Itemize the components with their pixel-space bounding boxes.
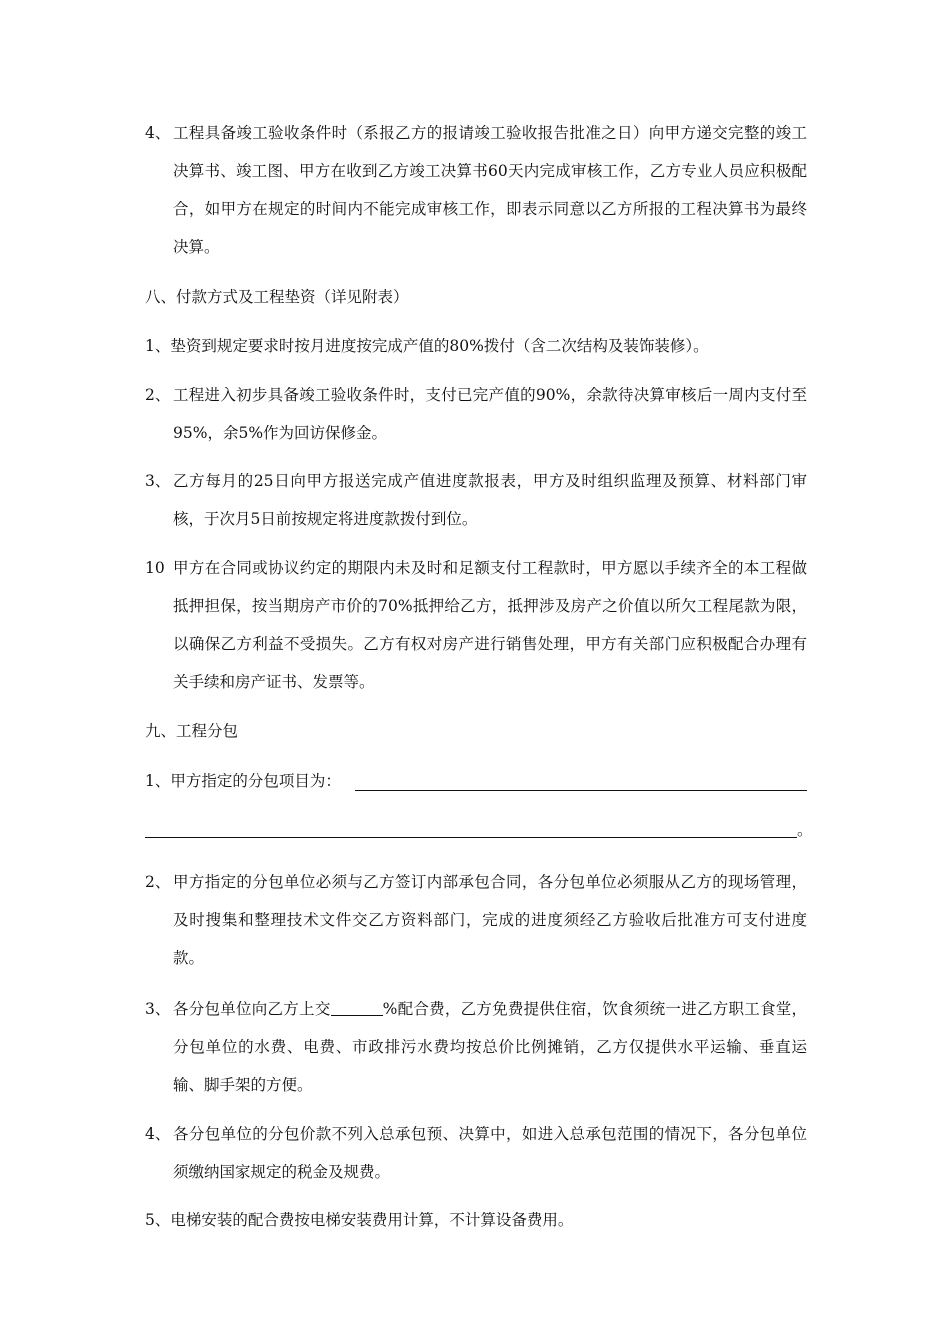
clause-number: 2、 xyxy=(145,873,171,891)
percentage-blank xyxy=(331,1001,383,1016)
clause-text: 甲方指定的分包单位必须与乙方签订内部承包合同，各分包单位必须服从乙方的现场管理，及时搜集和整理技术文件交乙方资料部门，完成的进度须经乙方验收后批准方可支付进度款。 xyxy=(173,873,807,967)
clause-number: 3、 xyxy=(145,472,171,490)
clause-text-after-blank: %配合费，乙方免费提供住宿，饮食须统一进乙方职工食堂，分包单位的水费、电费、市政排污水费均按总价比例摊销，乙方仅提供水平运输、垂直运输、脚手架的方便。 xyxy=(173,1000,807,1094)
clause-8-10 xyxy=(145,549,807,701)
clause-9-5: 5、电梯安装的配合费按电梯安装费用计算，不计算设备费用。 xyxy=(145,1211,574,1229)
clause-text xyxy=(145,990,807,1104)
clause-text: 工程具备竣工验收条件时（系报乙方的报请竣工验收报告批准之日）向甲方递交完整的竣工决算书、竣工图、甲方在收到乙方竣工决算书60天内完成审核工作，乙方专业人员应积极配合，如甲方在规定的时间内不能完成审核工作，即表示同意以乙方所报的工程决算书为最终决算。 xyxy=(173,124,807,256)
clause-8-2 xyxy=(145,376,807,452)
fill-in-line xyxy=(145,837,797,838)
line-end-period: 。 xyxy=(797,821,813,839)
clause-9-2 xyxy=(145,863,807,977)
clause-9-4 xyxy=(145,1115,807,1191)
clause-text: 甲方在合同或协议约定的期限内未及时和足额支付工程款时，甲方愿以手续齐全的本工程做抵押担保，按当期房产市价的70%抵押给乙方，抵押涉及房产之价值以所欠工程尾款为限，以确保乙方利益不受损失。乙方有权对房产进行销售处理，甲方有关部门应积极配合办理有关手续和房产证书、发票等。 xyxy=(173,559,807,691)
section-9-heading: 九、工程分包 xyxy=(145,722,239,740)
clause-8-3 xyxy=(145,462,807,538)
clause-number: 2、 xyxy=(145,386,171,404)
clause-9-1: 1、甲方指定的分包项目为： xyxy=(145,772,341,790)
section-8-heading: 八、付款方式及工程垫资（详见附表） xyxy=(145,288,409,306)
clause-text: 乙方每月的25日向甲方报送完成产值进度款报表，甲方及时组织监理及预算、材料部门审核，于次月5日前按规定将进度款拨付到位。 xyxy=(173,472,807,528)
clause-4-completion xyxy=(145,114,807,266)
clause-8-1: 1、垫资到规定要求时按月进度按完成产值的80%拨付（含二次结构及装饰装修）。 xyxy=(145,337,709,355)
clause-number: 10 xyxy=(145,559,165,577)
clause-text: 各分包单位的分包价款不列入总承包预、决算中，如进入总承包范围的情况下，各分包单位须缴纳国家规定的税金及规费。 xyxy=(173,1125,807,1181)
clause-text-before-blank: 各分包单位向乙方上交 xyxy=(173,1000,331,1018)
clause-number: 4、 xyxy=(145,124,171,142)
clause-number: 4、 xyxy=(145,1125,171,1143)
fill-in-line xyxy=(355,790,807,791)
clause-text: 工程进入初步具备竣工验收条件时，支付已完产值的90%，余款待决算审核后一周内支付至95%，余5%作为回访保修金。 xyxy=(173,386,807,442)
clause-9-3 xyxy=(145,990,807,1104)
clause-number: 3、 xyxy=(145,1000,171,1018)
